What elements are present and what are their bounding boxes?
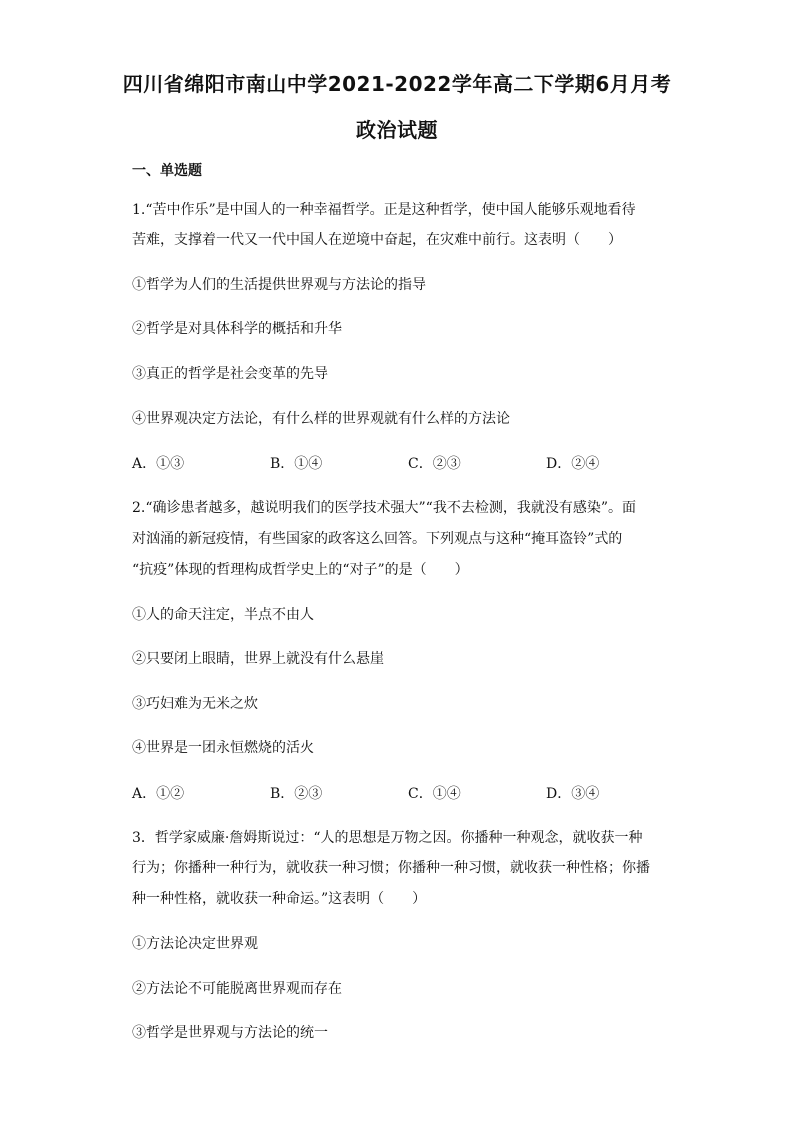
q2-stem-line-1: 2.“确诊患者越多，越说明我们的医学技术强大”“我不去检测，我就没有感染”。面 <box>132 500 636 516</box>
q2-choice-a[interactable]: A．①② <box>132 786 185 802</box>
q2-stem-line-3: “抗疫”体现的哲理构成哲学史上的“对子”的是（ ） <box>132 562 469 578</box>
q1-choice-d[interactable]: D．②④ <box>546 456 600 472</box>
q2-choice-c[interactable]: C．①④ <box>408 786 461 802</box>
q2-stem-line-2: 对汹涌的新冠疫情，有些国家的政客这么回答。下列观点与这种“掩耳盗铃”式的 <box>132 531 623 547</box>
section-heading: 一、单选题 <box>132 163 202 179</box>
q1-choice-b[interactable]: B．①④ <box>270 456 323 472</box>
q1-item-1: ①哲学为人们的生活提供世界观与方法论的指导 <box>132 277 426 293</box>
q1-stem-line-2: 苦难，支撑着一代又一代中国人在逆境中奋起，在灾难中前行。这表明（ ） <box>132 232 622 248</box>
q3-stem-line-2: 行为；你播种一种行为，就收获一种习惯；你播种一种习惯，就收获一种性格；你播 <box>132 860 650 876</box>
q2-choice-d[interactable]: D．③④ <box>546 786 600 802</box>
q1-item-2: ②哲学是对具体科学的概括和升华 <box>132 321 342 337</box>
q3-item-3: ③哲学是世界观与方法论的统一 <box>132 1025 328 1041</box>
exam-title: 四川省绵阳市南山中学2021-2022学年高二下学期6月月考 <box>122 72 672 96</box>
q2-item-4: ④世界是一团永恒燃烧的活火 <box>132 740 314 756</box>
q1-choice-a[interactable]: A．①③ <box>132 456 185 472</box>
q3-item-1: ①方法论决定世界观 <box>132 936 258 952</box>
q1-choice-c[interactable]: C．②③ <box>408 456 461 472</box>
q1-stem-line-1: 1.“苦中作乐”是中国人的一种幸福哲学。正是这种哲学，使中国人能够乐观地看待 <box>132 202 636 218</box>
q2-item-2: ②只要闭上眼睛，世界上就没有什么悬崖 <box>132 651 384 667</box>
exam-subject: 政治试题 <box>356 118 438 142</box>
q1-item-4: ④世界观决定方法论，有什么样的世界观就有什么样的方法论 <box>132 411 510 427</box>
q3-stem-line-3: 种一种性格，就收获一种命运。”这表明（ ） <box>132 891 427 907</box>
q1-item-3: ③真正的哲学是社会变革的先导 <box>132 366 328 382</box>
q2-choice-b[interactable]: B．②③ <box>270 786 323 802</box>
q3-stem-line-1: 3．哲学家威廉·詹姆斯说过：“人的思想是万物之因。你播种一种观念，就收获一种 <box>132 830 643 846</box>
q3-item-2: ②方法论不可能脱离世界观而存在 <box>132 981 342 997</box>
q2-item-3: ③巧妇难为无米之炊 <box>132 696 258 712</box>
q2-item-1: ①人的命天注定，半点不由人 <box>132 607 314 623</box>
